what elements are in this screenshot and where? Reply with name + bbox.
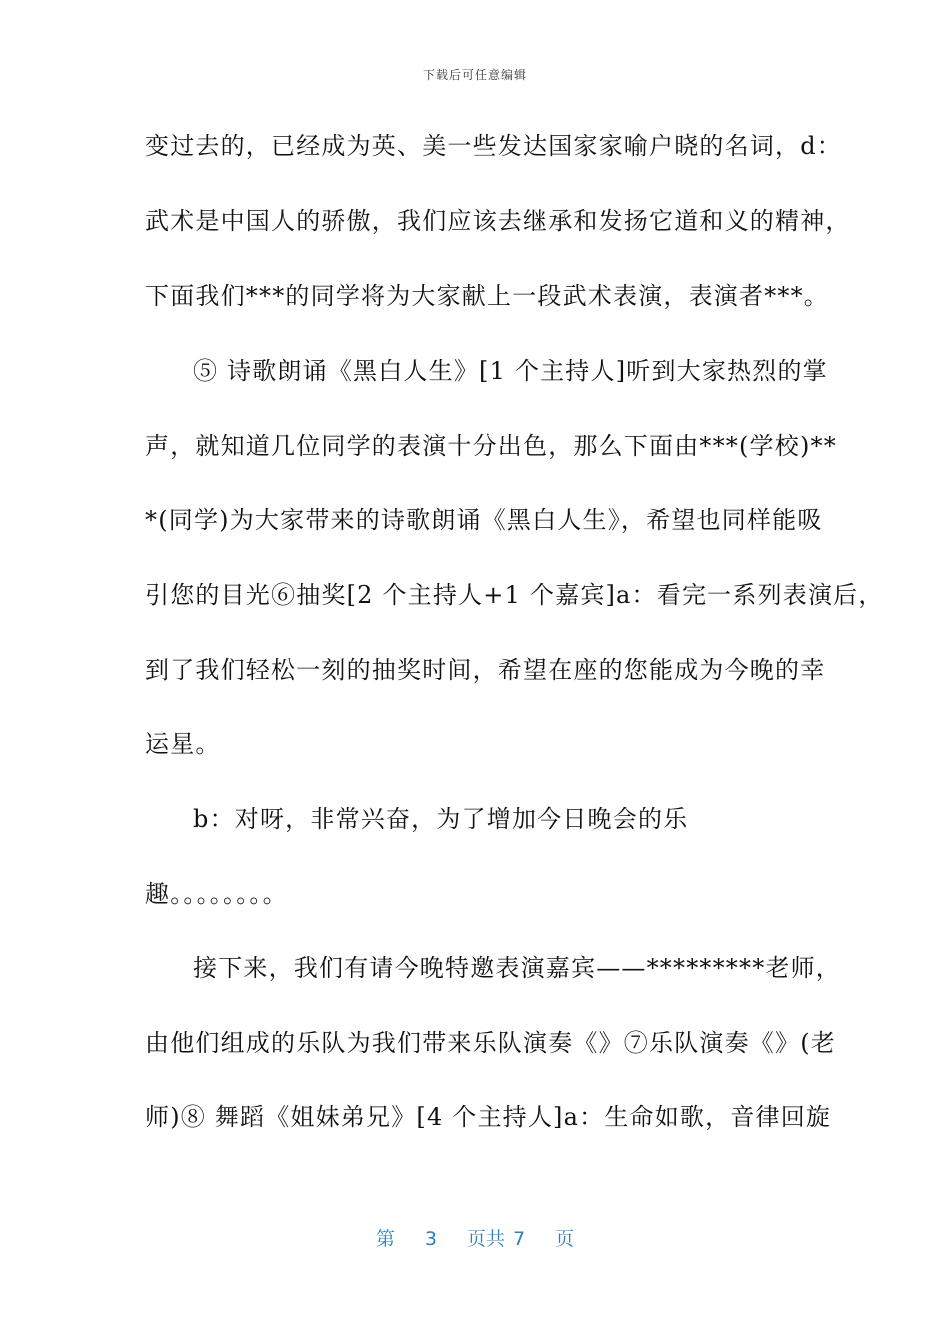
- body-line-14: 师)⑧ 舞蹈《姐妹弟兄》[4 个主持人]a：生命如歌，音律回旋: [145, 1103, 832, 1131]
- body-line-13: 由他们组成的乐队为我们带来乐队演奏《》⑦乐队演奏《》(老: [145, 1029, 836, 1057]
- body-line-6: *(同学)为大家带来的诗歌朗诵《黑白人生》，希望也同样能吸: [145, 506, 823, 534]
- body-line-4: ⑤ 诗歌朗诵《黑白人生》[1 个主持人]听到大家热烈的掌: [193, 357, 828, 385]
- body-line-12: 接下来，我们有请今晚特邀表演嘉宾——*********老师，: [193, 954, 841, 982]
- footer-label-ye-gong: 页共: [466, 1228, 505, 1250]
- body-line-2: 武术是中国人的骄傲，我们应该去继承和发扬它道和义的精神，: [145, 207, 851, 235]
- body-line-3: 下面我们***的同学将为大家献上一段武术表演，表演者***。: [145, 282, 829, 310]
- body-line-1: 变过去的，已经成为英、美一些发达国家家喻户晓的名词，d：: [145, 132, 842, 160]
- footer-current-page: 3: [424, 1228, 437, 1250]
- body-line-10: b：对呀，非常兴奋，为了增加今日晚会的乐: [193, 805, 689, 833]
- body-line-11: 趣。。。。。。。。: [145, 880, 288, 908]
- page-footer: [0, 1224, 950, 1251]
- body-line-7: 引您的目光⑥抽奖[2 个主持人+1 个嘉宾]a：看完一系列表演后，: [145, 581, 884, 609]
- footer-total-pages: 7: [513, 1228, 526, 1250]
- footer-label-di: 第: [375, 1228, 395, 1250]
- body-line-9: 运星。: [145, 730, 221, 758]
- body-line-5: 声，就知道几位同学的表演十分出色，那么下面由***(学校)**: [145, 432, 837, 460]
- page-header-note: 下载后可任意编辑: [422, 68, 527, 82]
- body-line-8: 到了我们轻松一刻的抽奖时间，希望在座的您能成为今晚的幸: [145, 656, 826, 684]
- footer-label-ye: 页: [555, 1228, 575, 1250]
